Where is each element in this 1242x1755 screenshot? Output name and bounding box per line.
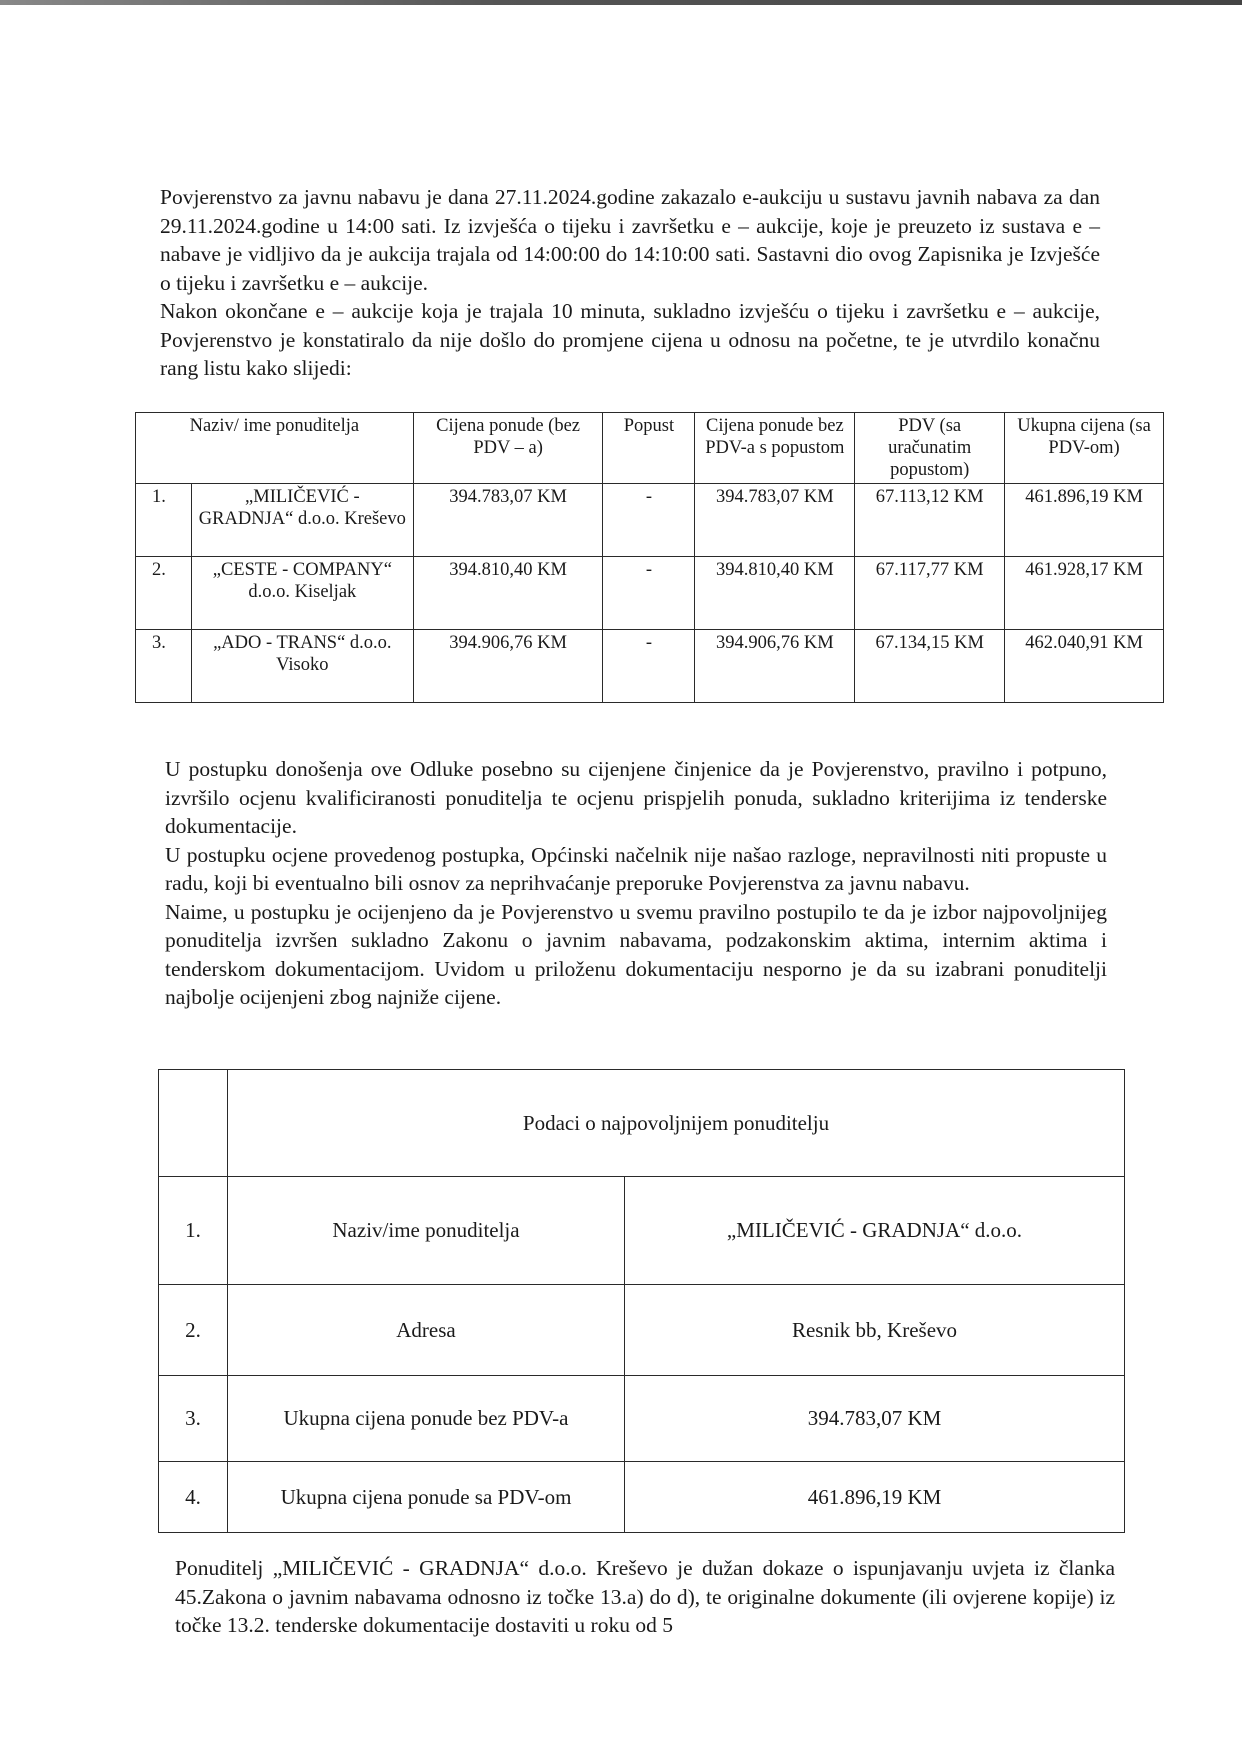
closing-paragraph bbox=[175, 1554, 1115, 1640]
field-value: 394.783,07 KM bbox=[625, 1376, 1125, 1462]
ranking-table bbox=[135, 412, 1164, 703]
bid-price-discount: 394.906,76 KM bbox=[695, 630, 855, 703]
row-number: 3. bbox=[136, 630, 192, 703]
header-price: Cijena ponude (bez PDV – a) bbox=[413, 413, 603, 484]
bid-discount: - bbox=[603, 630, 695, 703]
table-row bbox=[159, 1285, 1125, 1376]
bid-total: 462.040,91 KM bbox=[1005, 630, 1164, 703]
field-label: Adresa bbox=[228, 1285, 625, 1376]
table-row bbox=[136, 484, 1164, 557]
field-label: Ukupna cijena ponude sa PDV-om bbox=[228, 1462, 625, 1533]
field-value: „MILIČEVIĆ - GRADNJA“ d.o.o. bbox=[625, 1177, 1125, 1285]
bid-discount: - bbox=[603, 557, 695, 630]
intro-paragraph bbox=[160, 183, 1100, 383]
bid-discount: - bbox=[603, 484, 695, 557]
scan-edge bbox=[0, 0, 1242, 5]
row-number: 2. bbox=[159, 1285, 228, 1376]
bid-total: 461.896,19 KM bbox=[1005, 484, 1164, 557]
bidder-name: „MILIČEVIĆ - GRADNJA“ d.o.o. Kreševo bbox=[191, 484, 413, 557]
row-number: 1. bbox=[136, 484, 192, 557]
ranking-header-row bbox=[136, 413, 1164, 484]
table-row bbox=[159, 1376, 1125, 1462]
decision-line-3: Naime, u postupku je ocijenjeno da je Povjerenstvo u svemu pravilno postupilo te da je izbor najpovoljnijeg ponuditelja izvršen sukladno Zakonu o javnim nabavama, podzakonskim aktima, internim aktima i tenderskom dokumentacijom. Uvidom u priloženu dokumentaciju nesporno je da su izabrani ponuditelji najbolje ocijenjeni zbog najniže cijene. bbox=[165, 899, 1107, 1009]
table-row bbox=[136, 630, 1164, 703]
bidder-name: „ADO - TRANS“ d.o.o. Visoko bbox=[191, 630, 413, 703]
header-vat: PDV (sa uračunatim popustom) bbox=[855, 413, 1005, 484]
table-row bbox=[159, 1462, 1125, 1533]
bid-price-discount: 394.783,07 KM bbox=[695, 484, 855, 557]
header-name: Naziv/ ime ponuditelja bbox=[136, 413, 414, 484]
bid-price: 394.906,76 KM bbox=[413, 630, 603, 703]
intro-line-2: Nakon okončane e – aukcije koja je trajala 10 minuta, sukladno izvješću o tijeku i završetku e – aukcije, Povjerenstvo je konstatiralo da nije došlo do promjene cijena u odnosu na početne, te je utvrdilo konačnu rang listu kako slijedi: bbox=[160, 299, 1100, 380]
bid-price: 394.783,07 KM bbox=[413, 484, 603, 557]
bid-price-discount: 394.810,40 KM bbox=[695, 557, 855, 630]
decision-line-1: U postupku donošenja ove Odluke posebno su cijenjene činjenice da je Povjerenstvo, pravilno i potpuno, izvršilo ocjenu kvalificiranosti ponuditelja te ocjenu prispjelih ponuda, sukladno kriterijima iz tenderske dokumentacije. bbox=[165, 757, 1107, 838]
decision-paragraph bbox=[165, 755, 1107, 1012]
bid-vat: 67.117,77 KM bbox=[855, 557, 1005, 630]
bid-vat: 67.113,12 KM bbox=[855, 484, 1005, 557]
field-value: Resnik bb, Kreševo bbox=[625, 1285, 1125, 1376]
header-price-discount: Cijena ponude bez PDV-a s popustom bbox=[695, 413, 855, 484]
best-bidder-table bbox=[158, 1069, 1125, 1533]
bid-vat: 67.134,15 KM bbox=[855, 630, 1005, 703]
row-number: 4. bbox=[159, 1462, 228, 1533]
best-table-title-row bbox=[159, 1070, 1125, 1177]
field-label: Ukupna cijena ponude bez PDV-a bbox=[228, 1376, 625, 1462]
table-row bbox=[136, 557, 1164, 630]
row-number: 1. bbox=[159, 1177, 228, 1285]
decision-line-2: U postupku ocjene provedenog postupka, Općinski načelnik nije našao razloge, nepravilnosti niti propuste u radu, koji bi eventualno bili osnov za neprihvaćanje preporuke Povjerenstva za javnu nabavu. bbox=[165, 842, 1107, 895]
closing-text: Ponuditelj „MILIČEVIĆ - GRADNJA“ d.o.o. Kreševo je dužan dokaze o ispunjavanju uvjeta iz članka 45.Zakona o javnim nabavama odnosno iz točke 13.a) do d), te originalne dokumente (ili ovjerene kopije) iz točke 13.2. tenderske dokumentacije dostaviti u roku od 5 bbox=[175, 1556, 1115, 1637]
bidder-name: „CESTE - COMPANY“ d.o.o. Kiseljak bbox=[191, 557, 413, 630]
header-total: Ukupna cijena (sa PDV-om) bbox=[1005, 413, 1164, 484]
field-label: Naziv/ime ponuditelja bbox=[228, 1177, 625, 1285]
row-number: 3. bbox=[159, 1376, 228, 1462]
table-row bbox=[159, 1177, 1125, 1285]
bid-price: 394.810,40 KM bbox=[413, 557, 603, 630]
empty-cell bbox=[159, 1070, 228, 1177]
header-discount: Popust bbox=[603, 413, 695, 484]
bid-total: 461.928,17 KM bbox=[1005, 557, 1164, 630]
field-value: 461.896,19 KM bbox=[625, 1462, 1125, 1533]
best-table-title: Podaci o najpovoljnijem ponuditelju bbox=[228, 1070, 1125, 1177]
intro-line-1: Povjerenstvo za javnu nabavu je dana 27.11.2024.godine zakazalo e-aukciju u sustavu javnih nabava za dan 29.11.2024.godine u 14:00 sati. Iz izvješća o tijeku i završetku e – aukcije, koje je preuzeto iz sustava e – nabave je vidljivo da je aukcija trajala od 14:00:00 do 14:10:00 sati. Sastavni dio ovog Zapisnika je Izvješće o tijeku i završetku e – aukcije. bbox=[160, 185, 1100, 295]
row-number: 2. bbox=[136, 557, 192, 630]
